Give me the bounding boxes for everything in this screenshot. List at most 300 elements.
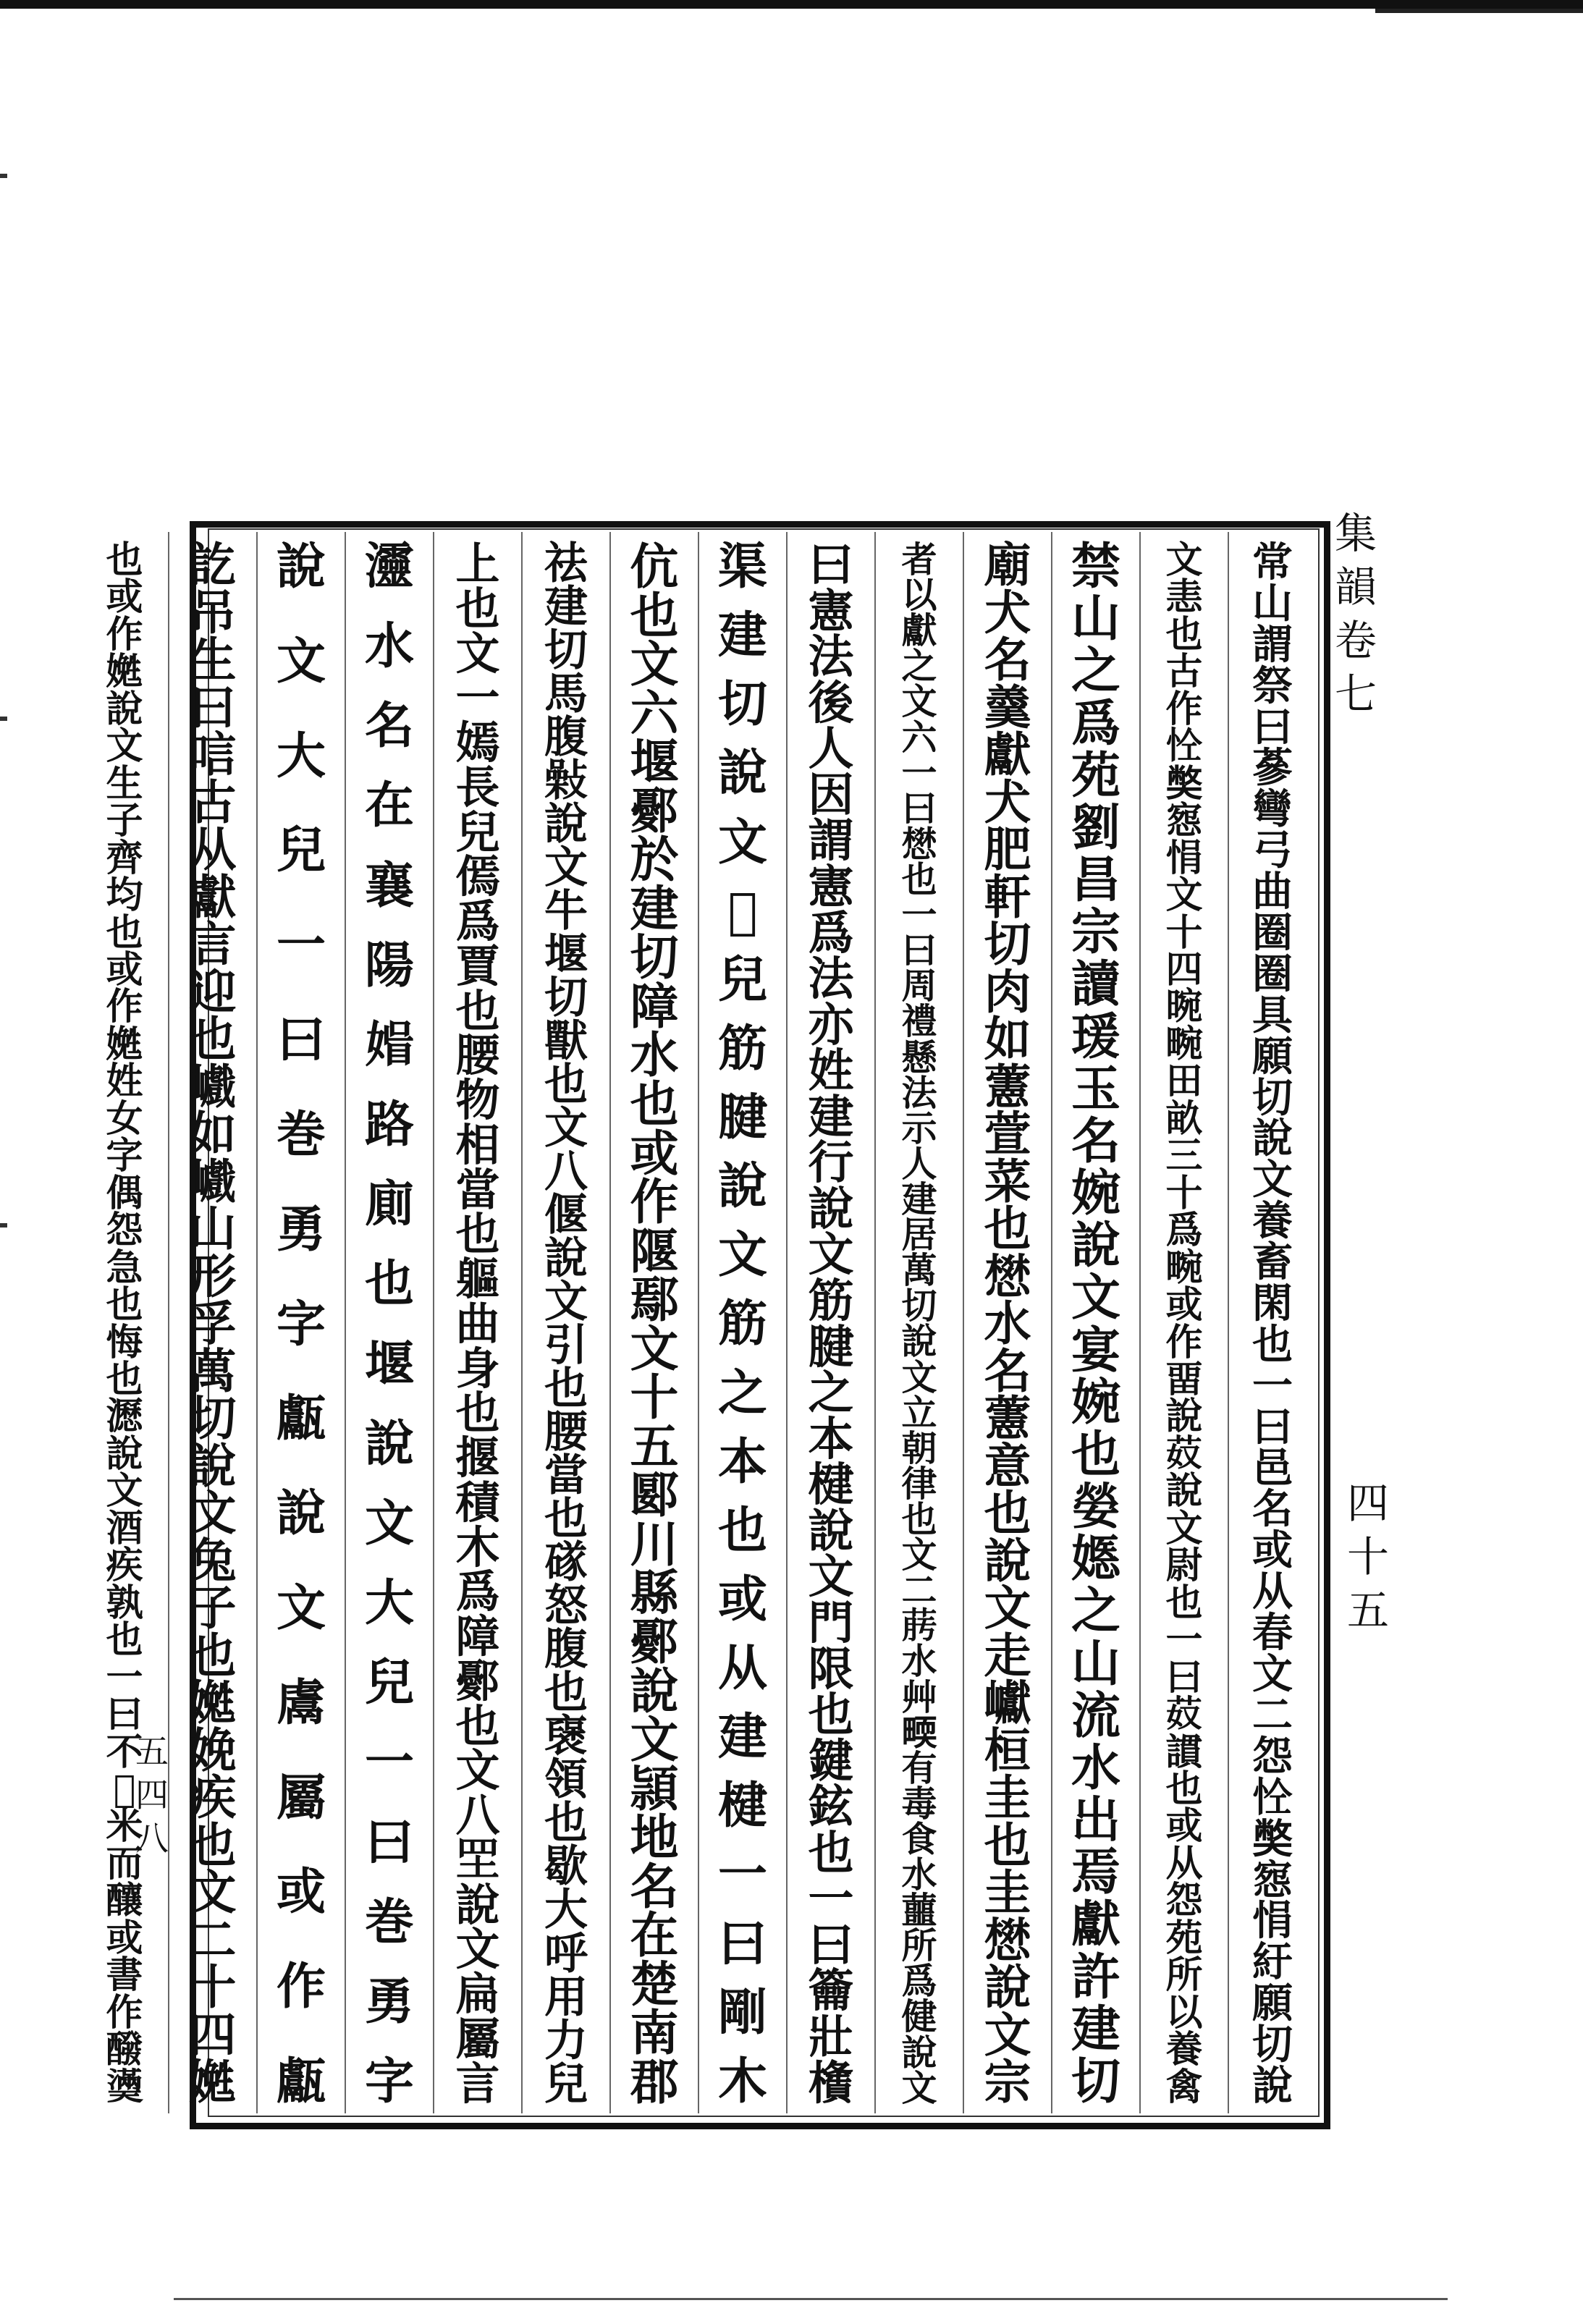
text-character: 十	[1165, 1171, 1203, 1215]
text-character: 均	[106, 874, 143, 918]
text-character: 曰	[189, 680, 237, 735]
text-character: 說	[901, 1320, 937, 1363]
text-column	[1051, 532, 1139, 2113]
text-character: 郡	[630, 2053, 679, 2110]
text-character: 文	[276, 1579, 326, 1637]
text-character: 从	[189, 822, 237, 877]
text-character: 惌	[1165, 799, 1203, 843]
text-character: 賈	[455, 940, 500, 992]
text-character: 曰	[1165, 1655, 1203, 1699]
text-character: 文	[455, 1745, 500, 1797]
text-character: 切	[1071, 2052, 1120, 2110]
text-character: 曲	[1252, 868, 1293, 916]
text-character: 也	[106, 1357, 143, 1401]
text-character: 畹	[1165, 1022, 1203, 1066]
text-character: 山	[1252, 579, 1293, 628]
text-character: 軀	[455, 1254, 500, 1305]
text-character: 婉	[1071, 1373, 1120, 1432]
text-character: 堰	[630, 733, 679, 791]
text-character: 爲	[1165, 1209, 1203, 1253]
text-character: 嫕	[1071, 1530, 1120, 1589]
text-character: 屬	[455, 2013, 500, 2065]
text-character: 木	[717, 2052, 767, 2110]
text-character: 𤲬	[901, 1711, 937, 1754]
text-character: 牛	[544, 886, 588, 937]
text-character: 文	[1165, 538, 1203, 582]
text-character: 於	[630, 831, 679, 889]
text-character: 力	[544, 2015, 588, 2066]
text-character: 孚	[189, 1296, 237, 1351]
text-character: 文	[901, 2066, 937, 2109]
text-character: 宗	[1071, 903, 1120, 962]
text-character: 惌	[1252, 1856, 1293, 1904]
text-character: 或	[1252, 1526, 1293, 1575]
text-character: 甗	[276, 1390, 326, 1448]
text-character: 文	[364, 1494, 414, 1552]
text-character: 㯯	[808, 2055, 854, 2110]
text-character: 七	[1334, 669, 1377, 719]
text-character: 釀	[106, 1879, 143, 1923]
text-character: 說	[544, 799, 588, 850]
text-character: 訖	[189, 538, 237, 593]
text-character: 歇	[544, 1841, 588, 1893]
text-character: 瑗	[1071, 1007, 1120, 1066]
text-character: 文	[1252, 1650, 1293, 1699]
text-character: 隁	[630, 1222, 679, 1280]
text-character: 娩	[189, 1723, 237, 1778]
text-character: 𢡟	[901, 822, 937, 865]
text-character: 肉	[984, 964, 1031, 1020]
text-character: 圭	[984, 1865, 1031, 1920]
text-character: 曰	[106, 1693, 143, 1737]
text-character: 謂	[1252, 620, 1293, 669]
text-character: 𡟤	[364, 1015, 414, 1074]
text-character: 文	[189, 1486, 237, 1541]
text-character: 也	[106, 538, 143, 582]
text-character: 獻	[189, 869, 237, 925]
text-character: 獻	[901, 609, 937, 652]
text-character: 建	[808, 1089, 854, 1144]
text-character: 願	[1252, 1032, 1293, 1081]
text-character: 說	[106, 1432, 143, 1476]
text-character: 蔘	[1252, 744, 1293, 793]
text-character: 也	[984, 1817, 1031, 1873]
text-character: 筋	[717, 1019, 767, 1078]
text-character: 屬	[276, 1768, 326, 1827]
text-character: 嬎	[106, 650, 143, 694]
text-character: 也	[901, 1497, 937, 1540]
text-character: 鍵	[808, 1733, 854, 1788]
text-character: 二	[1252, 1691, 1293, 1739]
text-column	[256, 532, 345, 2113]
text-character: 山	[189, 1201, 237, 1256]
text-character: 具	[1252, 991, 1293, 1039]
text-character: 曰	[276, 1011, 326, 1070]
text-character: 恚	[1165, 575, 1203, 620]
text-character: 一	[455, 672, 500, 724]
text-character: 急	[106, 1246, 143, 1290]
text-column	[168, 532, 256, 2113]
text-character: 堰	[544, 929, 588, 981]
text-character: 犬	[984, 585, 1031, 641]
text-character: 本	[808, 1411, 854, 1466]
text-character: 傿	[455, 851, 500, 903]
text-character: 川	[630, 1515, 679, 1573]
text-character: 人	[901, 1142, 937, 1185]
text-character: 水	[630, 1026, 679, 1084]
text-character: 也	[189, 1628, 237, 1683]
text-character: 也	[455, 583, 500, 635]
text-character: 祭	[1252, 662, 1293, 710]
text-character: 引	[544, 1320, 588, 1372]
text-character: 水	[901, 1854, 937, 1896]
text-character: 也	[630, 586, 679, 644]
text-character: 或	[717, 1570, 767, 1628]
text-character: 巇	[189, 1154, 237, 1209]
text-character: 藼	[984, 1391, 1031, 1446]
folio-number	[130, 1730, 174, 1860]
text-character: 𢘐	[1165, 724, 1203, 769]
text-character: 形	[189, 1248, 237, 1304]
text-character: 醱	[106, 2028, 143, 2072]
text-character: 也	[189, 1817, 237, 1873]
text-character: 建	[630, 879, 679, 937]
text-character: 之	[901, 645, 937, 688]
text-character: 苑	[1165, 1916, 1203, 1960]
text-character: 說	[984, 1960, 1031, 2015]
text-character: 切	[984, 917, 1031, 972]
text-character: 八	[455, 1790, 500, 1841]
text-character: 鄾	[630, 782, 679, 840]
text-character: 韻	[1334, 562, 1377, 612]
text-character: 萱	[984, 1107, 1031, 1162]
text-character: 者	[901, 538, 937, 580]
text-character: 文	[630, 1319, 679, 1377]
text-character: 或	[106, 947, 143, 992]
text-character: 陽	[364, 936, 414, 994]
text-character: 偃	[544, 1190, 588, 1241]
text-character: 以	[901, 574, 937, 617]
text-character: 作	[106, 985, 143, 1029]
text-character: 作	[106, 1990, 143, 2034]
text-character: 廟	[984, 538, 1031, 593]
text-character: 文	[1165, 874, 1203, 918]
text-character: 腱	[717, 1089, 767, 1146]
text-character: 也	[106, 1283, 143, 1327]
text-character: 文	[901, 680, 937, 723]
text-character: 也	[1165, 612, 1203, 656]
text-character: 也	[455, 1387, 500, 1440]
text-character: 水	[1071, 1738, 1120, 1797]
text-character: 也	[455, 1209, 500, 1261]
text-character: 羹	[984, 680, 1031, 735]
text-character: 也	[544, 1364, 588, 1415]
text-character: 苑	[1071, 746, 1120, 805]
text-character: 大	[276, 727, 326, 785]
text-character: 兒	[364, 1654, 414, 1712]
text-character: 腰	[455, 1030, 500, 1082]
text-character: 說	[717, 744, 767, 803]
text-column	[521, 532, 609, 2113]
text-character: 不	[106, 1730, 143, 1774]
text-character: 姓	[808, 1044, 854, 1098]
text-character: 領	[544, 1754, 588, 1806]
text-character: 字	[276, 1295, 326, 1353]
text-character: 籥	[808, 1964, 854, 2018]
text-character: 古	[1165, 650, 1203, 694]
text-character: 或	[1165, 1283, 1203, 1327]
text-character: 廁	[364, 1175, 414, 1234]
text-character: 爲	[455, 1566, 500, 1618]
text-character: 二	[189, 1912, 237, 1968]
text-character: 願	[1252, 1979, 1293, 2028]
text-character: 法	[808, 952, 854, 1006]
text-character: 禽	[1165, 2065, 1203, 2109]
text-character: 物	[455, 1075, 500, 1126]
text-character: 作	[1165, 1320, 1203, 1364]
text-character: 筋	[717, 1295, 767, 1353]
text-character: 楗	[808, 1458, 854, 1512]
text-character: 如	[984, 1012, 1031, 1067]
text-character: 文	[1071, 1269, 1120, 1327]
text-column	[433, 532, 521, 2113]
text-character: 襄	[364, 856, 414, 915]
text-character: 說	[984, 1533, 1031, 1589]
text-character: 所	[901, 1924, 937, 1967]
text-character: 吊	[189, 585, 237, 641]
text-character: 怨	[1165, 1879, 1203, 1923]
text-character: 爲	[455, 896, 500, 947]
text-character: 說	[1165, 1469, 1203, 1513]
left-edge-mark	[0, 174, 7, 178]
text-character: 春	[1252, 1609, 1293, 1657]
text-character: 八	[135, 1819, 169, 1858]
text-character: 文	[455, 628, 500, 680]
text-character: 八	[544, 1146, 588, 1198]
text-character: 書	[106, 1953, 143, 1998]
text-character: 文	[544, 1277, 588, 1328]
text-character: 馬	[544, 669, 588, 720]
text-character: 筋	[808, 1274, 854, 1327]
text-character: 上	[455, 538, 500, 590]
text-character: 三	[1165, 1134, 1203, 1178]
text-character: 說	[189, 1438, 237, 1494]
text-character: 也	[901, 858, 937, 900]
text-character: 亦	[808, 997, 854, 1052]
text-character: 許	[1071, 1948, 1120, 2006]
text-character: 田	[1165, 1060, 1203, 1104]
text-character: 建	[1071, 2000, 1120, 2058]
text-character: 養	[1165, 2028, 1203, 2072]
text-character: 十	[1165, 910, 1203, 955]
text-character: 从	[1165, 1841, 1203, 1885]
text-character: 言	[455, 2058, 500, 2110]
text-character: 南	[630, 2004, 679, 2062]
text-character: 字	[364, 2052, 414, 2110]
text-character: 說	[1071, 1217, 1120, 1275]
text-character: 犬	[984, 774, 1031, 830]
text-character: 菜	[984, 1154, 1031, 1209]
text-character: 名	[364, 697, 414, 756]
text-character: 言	[189, 917, 237, 972]
text-character: 也	[1165, 1581, 1203, 1625]
text-character: 生	[106, 761, 143, 806]
text-character: 文	[455, 1924, 500, 1976]
text-columns	[106, 532, 1316, 2113]
text-character: 切	[189, 1391, 237, 1446]
text-character: 五	[1346, 1586, 1389, 1635]
book-title	[1330, 507, 1381, 721]
text-character: 文	[630, 635, 679, 693]
text-character: 文	[1252, 1156, 1293, 1204]
text-character: 說	[276, 538, 326, 596]
text-character: 切	[1252, 2021, 1293, 2069]
text-character: 从	[1252, 1568, 1293, 1616]
text-character: 腹	[544, 1624, 588, 1676]
text-character: 也	[189, 1012, 237, 1067]
text-character: 文	[717, 813, 767, 871]
text-character: 腰	[544, 1407, 588, 1458]
text-character: 也	[984, 1486, 1031, 1541]
text-character: 文	[984, 1581, 1031, 1636]
text-character: 勇	[276, 1200, 326, 1259]
text-character: 呼	[544, 1928, 588, 1979]
text-character: 周	[901, 965, 937, 1007]
text-character: 也	[1071, 1425, 1120, 1484]
text-character: 門	[808, 1595, 854, 1649]
text-character: 一	[808, 1872, 854, 1926]
text-character: 說	[717, 1157, 767, 1216]
text-character: 嬎	[106, 1022, 143, 1066]
text-character: 建	[544, 582, 588, 633]
text-character: 大	[544, 1885, 588, 1936]
text-character: 憲	[808, 583, 854, 638]
text-character: 大	[364, 1574, 414, 1633]
text-character: 𨘏	[727, 882, 758, 940]
text-character: 剛	[717, 1983, 767, 2042]
text-character: 𦯟	[901, 1605, 937, 1647]
text-character: 圈	[1252, 950, 1293, 998]
text-character: 唁	[189, 727, 237, 782]
text-character: 法	[901, 1071, 937, 1114]
text-character: 文	[984, 2007, 1031, 2063]
text-character: 一	[106, 1655, 143, 1699]
text-character: 或	[1165, 1804, 1203, 1848]
text-column	[786, 532, 874, 2113]
text-character: 迎	[189, 964, 237, 1020]
text-character: 晼	[1165, 985, 1203, 1029]
text-character: 之	[1071, 1582, 1120, 1641]
text-character: 婉	[1071, 1165, 1120, 1223]
text-character: 說	[1252, 1115, 1293, 1163]
text-character: 山	[1071, 590, 1120, 648]
text-character: 曰	[1252, 1403, 1293, 1451]
text-character: 文	[106, 724, 143, 769]
text-character: 立	[901, 1391, 937, 1434]
text-character: 獻	[1071, 1896, 1120, 1954]
text-character: 爲	[808, 905, 854, 960]
text-character: 律	[901, 1462, 937, 1505]
text-character: 𢡟	[984, 1912, 1031, 1968]
text-character: 巻	[276, 1105, 326, 1164]
text-character: 地	[630, 1809, 679, 1867]
text-character: 四	[1346, 1479, 1389, 1528]
text-character: 或	[630, 1124, 679, 1182]
text-character: 嬎	[189, 2055, 237, 2110]
text-character: 子	[106, 799, 143, 843]
text-character: 之	[808, 1366, 854, 1420]
text-character: 萬	[189, 1343, 237, 1399]
text-character: 二	[901, 1569, 937, 1612]
text-character: 爲	[901, 1960, 937, 2003]
text-character: 巻	[364, 1893, 414, 1951]
text-character: 古	[189, 774, 237, 830]
text-character: 腹	[544, 712, 588, 764]
text-character: 作	[106, 612, 143, 656]
text-character: 也	[984, 1201, 1031, 1256]
text-character: 文	[808, 1228, 854, 1282]
text-character: 悔	[106, 1320, 143, 1364]
text-character: 六	[901, 716, 937, 759]
text-character: 十	[630, 1369, 679, 1427]
text-character: 曰	[901, 929, 937, 972]
text-character: 獻	[984, 727, 1031, 782]
text-column	[874, 532, 963, 2113]
text-character: 也	[106, 1618, 143, 1662]
text-character: 一	[1252, 1361, 1293, 1410]
text-character: 甗	[276, 2053, 326, 2110]
text-character: 兒	[717, 950, 767, 1009]
text-character: 堰	[364, 1335, 414, 1393]
text-character: 爲	[1071, 694, 1120, 753]
text-character: 也	[630, 1076, 679, 1133]
text-character: 曰	[808, 1917, 854, 1972]
text-character: 四	[189, 2007, 237, 2063]
text-character: 圈	[1252, 909, 1293, 958]
text-character: 說	[901, 2031, 937, 2074]
text-character: 名	[984, 633, 1031, 688]
text-character: 作	[276, 1958, 326, 2016]
text-character: 禁	[1071, 538, 1120, 596]
text-column	[698, 532, 786, 2113]
text-character: 女	[106, 1096, 143, 1141]
text-character: 彎	[1252, 785, 1293, 834]
text-character: 說	[630, 1662, 679, 1720]
text-character: 以	[1165, 1990, 1203, 2034]
text-character: 弓	[1252, 827, 1293, 875]
text-character: 腱	[808, 1319, 854, 1374]
text-character: 偶	[106, 1171, 143, 1215]
text-character: 路	[364, 1096, 414, 1154]
text-character: 渠	[717, 538, 767, 596]
text-character: 說	[808, 1503, 854, 1558]
text-character: 食	[901, 1817, 937, 1860]
text-character: 𤂀	[106, 2065, 143, 2109]
text-character: 壯	[808, 2010, 854, 2063]
text-character: 畜	[1252, 1238, 1293, 1287]
text-character: 而	[106, 1841, 143, 1885]
text-character: 伉	[630, 538, 679, 595]
text-character: 齊	[106, 836, 143, 880]
text-column	[1228, 532, 1316, 2113]
text-character: 曲	[455, 1298, 500, 1350]
text-character: 說	[106, 687, 143, 731]
text-character: 木	[455, 1521, 500, 1573]
text-character: 說	[455, 1879, 500, 1931]
text-character: 圭	[984, 1770, 1031, 1825]
text-character: 宗	[984, 2055, 1031, 2110]
text-character: 字	[106, 1134, 143, 1178]
